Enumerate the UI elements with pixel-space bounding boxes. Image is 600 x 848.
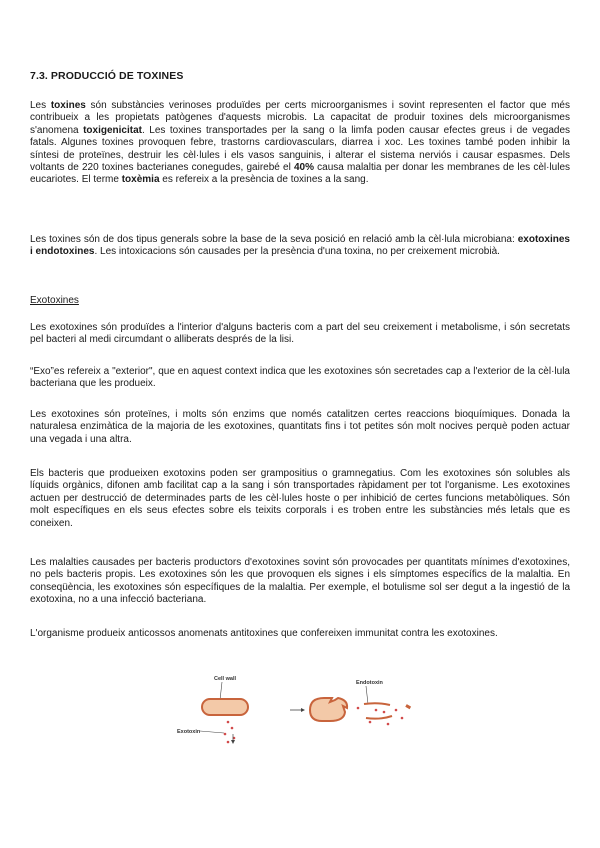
paragraph-antitoxines: L'organisme produeix anticossos anomenats antitoxines que confereixen immunitat contra les exotoxines.: [30, 628, 498, 639]
endotoxin-particle: [375, 709, 378, 712]
endotoxin-particle: [387, 723, 390, 726]
cell-wall-fragment: [405, 704, 411, 709]
toxin-diagram: [170, 672, 430, 752]
paragraph-toxines-intro: Les toxines són substàncies verinoses produïdes per certs microorganismes i sovint representen el factor que més contribueix a les propietats patògenes d'aquests microbis. La capacitat de produir toxines dels microorganismes s'anomena toxigenicitat. Les toxines transportades per la sang o la limfa poden causar efectes greus i de vegades fatals. Algunes toxines provoquen febre, trastorns cardiovasculars, diarrea i xoc. Les toxines també poden inhibir la síntesi de proteïnes, destruir les cèl·lules i els vasos sanguinis, i alterar el sistema nerviós i causar espasmes. Dels voltants de 220 toxines bacterianes conegudes, gairebé el 40% causa malaltia per donar les membranes de les cèl·lules eucariotes. El terme toxèmia es refereix a la presència de toxines a la sang.: [30, 100, 571, 186]
endotoxin-particle: [357, 707, 360, 710]
paragraph-diseases: Les malalties causades per bacteris productors d'exotoxines sovint són provocades per quantitats mínimes d'exotoxines, no pels bacteris propis. Les exotoxines són les que provoquen els signes i els símptomes específics de la malaltia. En conseqüència, les exotoxines són específiques de la malaltia. Per exemple, el botulisme sol ser degut a la ingestió de la exotoxina, no a una infecció bacteriana.: [30, 557, 570, 606]
bacterium-lysing: [310, 698, 347, 721]
exotoxin-particle: [227, 721, 230, 724]
paragraph-exo-meaning: “Exo”es refereix a "exterior", que en aquest context indica que les exotoxines són secretades cap a l'exterior de la cèl·lula bacteriana que les produeix.: [30, 366, 570, 390]
cell-wall-fragments: [364, 703, 392, 718]
exotoxin-pointer: [200, 731, 224, 733]
endotoxin-particle: [383, 711, 386, 714]
exotoxin-particle: [231, 727, 234, 730]
subheading-exotoxines: Exotoxines: [30, 295, 79, 306]
paragraph-gram-types: Els bacteris que produeixen exotoxins poden ser grampositius o gramnegatius. Com les exotoxines són solubles als líquids orgànics, difonen amb facilitat cap a la sang i són transportades ràpidament per tot l'organisme. Les exotoxines actuen per destrucció de determinades parts de les cèl·lules hoste o per inhibició de certes funcions metabòliques. Són molt específiques en els seus efectes sobre els teixits corporals i es troben entre les substàncies més letals que es coneixen.: [30, 468, 570, 529]
term-40-percent: 40%: [293, 162, 314, 174]
label-cell-wall: Cell wall: [214, 676, 237, 682]
paragraph-toxin-types: Les toxines són de dos tipus generals sobre la base de la seva posició en relació amb la cèl·lula microbiana: exotoxines i endotoxines. Les intoxicacions són causades per la presència d'una toxina, no per creixement microbià.: [30, 234, 570, 258]
label-endotoxin: Endotoxin: [356, 680, 383, 686]
endotoxin-particle: [395, 709, 398, 712]
lysis-arrow-head: [301, 708, 305, 712]
endotoxin-pointer: [366, 686, 368, 704]
cell-wall-pointer: [220, 682, 222, 700]
paragraph-exotoxines-production: Les exotoxines són produïdes a l'interior d'alguns bacteris com a part del seu creixement i metabolisme, i són secretats pel bacteri al medi circumdant o alliberats després de la lisi.: [30, 322, 570, 346]
term-exotoxines-endotoxines: exotoxines i endotoxines: [30, 234, 570, 258]
label-exotoxin: Exotoxin: [177, 729, 201, 735]
term-toxines: toxines: [50, 100, 86, 111]
bacterium-exotoxin: [202, 699, 248, 715]
section-heading: 7.3. PRODUCCIÓ DE TOXINES: [30, 70, 184, 82]
endotoxin-particle: [401, 717, 404, 720]
exotoxin-particle: [227, 741, 230, 744]
secretion-arrow-head: [231, 740, 235, 744]
term-toxigenicitat: toxigenicitat: [83, 124, 142, 136]
exotoxin-particle: [224, 733, 227, 736]
term-toxemia: toxèmia: [121, 174, 160, 186]
endotoxin-particle: [369, 721, 372, 724]
paragraph-exotoxines-proteins: Les exotoxines són proteïnes, i molts són enzims que només catalitzen certes reaccions bioquímiques. Donada la naturalesa enzimàtica de la majoria de les exotoxines, quantitats fins i tot petites són molt nocives perquè poden actuar una vegada i una altra.: [30, 409, 570, 445]
